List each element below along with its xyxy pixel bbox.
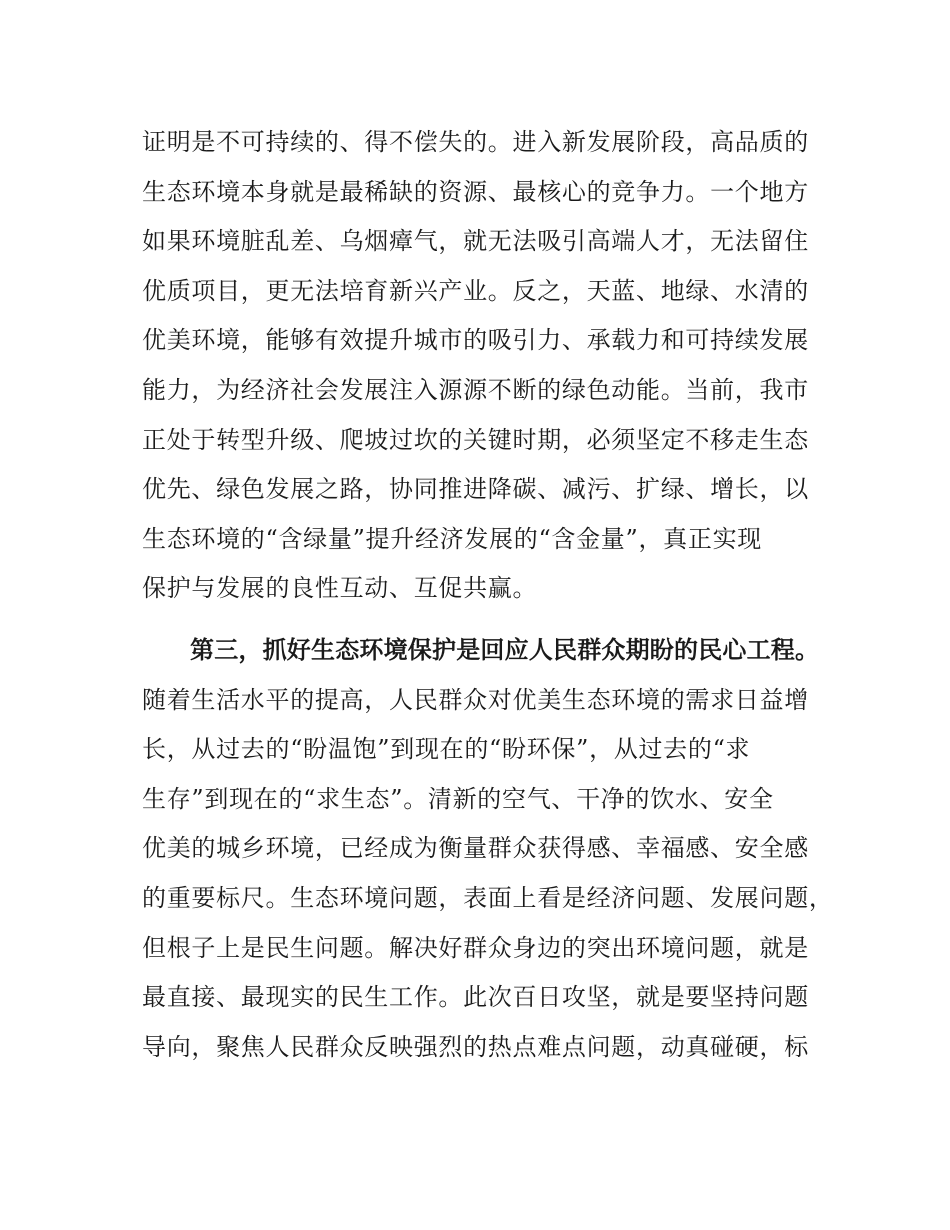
text-line: 的重要标尺。生态环境问题，表面上看是经济问题、发展问题， bbox=[142, 883, 834, 912]
text-line: 但根子上是民生问题。解决好群众身边的突出环境问题，就是 bbox=[142, 933, 809, 962]
text-line: 随着生活水平的提高，人民群众对优美生态环境的需求日益增 bbox=[142, 685, 809, 714]
text-line: 如果环境脏乱差、乌烟瘴气，就无法吸引高端人才，无法留住 bbox=[142, 227, 809, 256]
paragraph-livelihood-project bbox=[142, 626, 834, 1072]
text-line: 长，从过去的“盼温饱”到现在的“盼环保”，从过去的“求 bbox=[142, 735, 751, 764]
section-heading: 第三，抓好生态环境保护是回应人民群众期盼的民心工程。 bbox=[190, 635, 820, 664]
text-line: 优美环境，能够有效提升城市的吸引力、承载力和可持续发展 bbox=[142, 326, 809, 355]
text-line: 生态环境的“含绿量”提升经济发展的“含金量”，真正实现 bbox=[142, 524, 762, 553]
document-page bbox=[142, 118, 834, 1072]
text-line: 正处于转型升级、爬坡过坎的关键时期，必须坚定不移走生态 bbox=[142, 425, 809, 454]
text-line: 最直接、最现实的民生工作。此次百日攻坚，就是要坚持问题 bbox=[142, 983, 809, 1012]
text-line: 优质项目，更无法培育新兴产业。反之，天蓝、地绿、水清的 bbox=[142, 276, 809, 305]
text-line: 导向，聚焦人民群众反映强烈的热点难点问题，动真碰硬，标 bbox=[142, 1032, 809, 1061]
text-line: 生存”到现在的“求生态”。清新的空气、干净的饮水、安全 bbox=[142, 784, 774, 813]
text-line: 优先、绿色发展之路，协同推进降碳、减污、扩绿、增长，以 bbox=[142, 475, 809, 504]
text-line: 生态环境本身就是最稀缺的资源、最核心的竞争力。一个地方 bbox=[142, 177, 809, 206]
text-line: 保护与发展的良性互动、互促共赢。 bbox=[142, 574, 538, 603]
text-line: 证明是不可持续的、得不偿失的。进入新发展阶段，高品质的 bbox=[142, 128, 809, 156]
text-line: 优美的城乡环境，已经成为衡量群众获得感、幸福感、安全感 bbox=[142, 834, 809, 863]
paragraph-spacer bbox=[142, 614, 812, 626]
paragraph-economic-value bbox=[142, 118, 812, 614]
text-line: 能力，为经济社会发展注入源源不断的绿色动能。当前，我市 bbox=[142, 375, 809, 404]
